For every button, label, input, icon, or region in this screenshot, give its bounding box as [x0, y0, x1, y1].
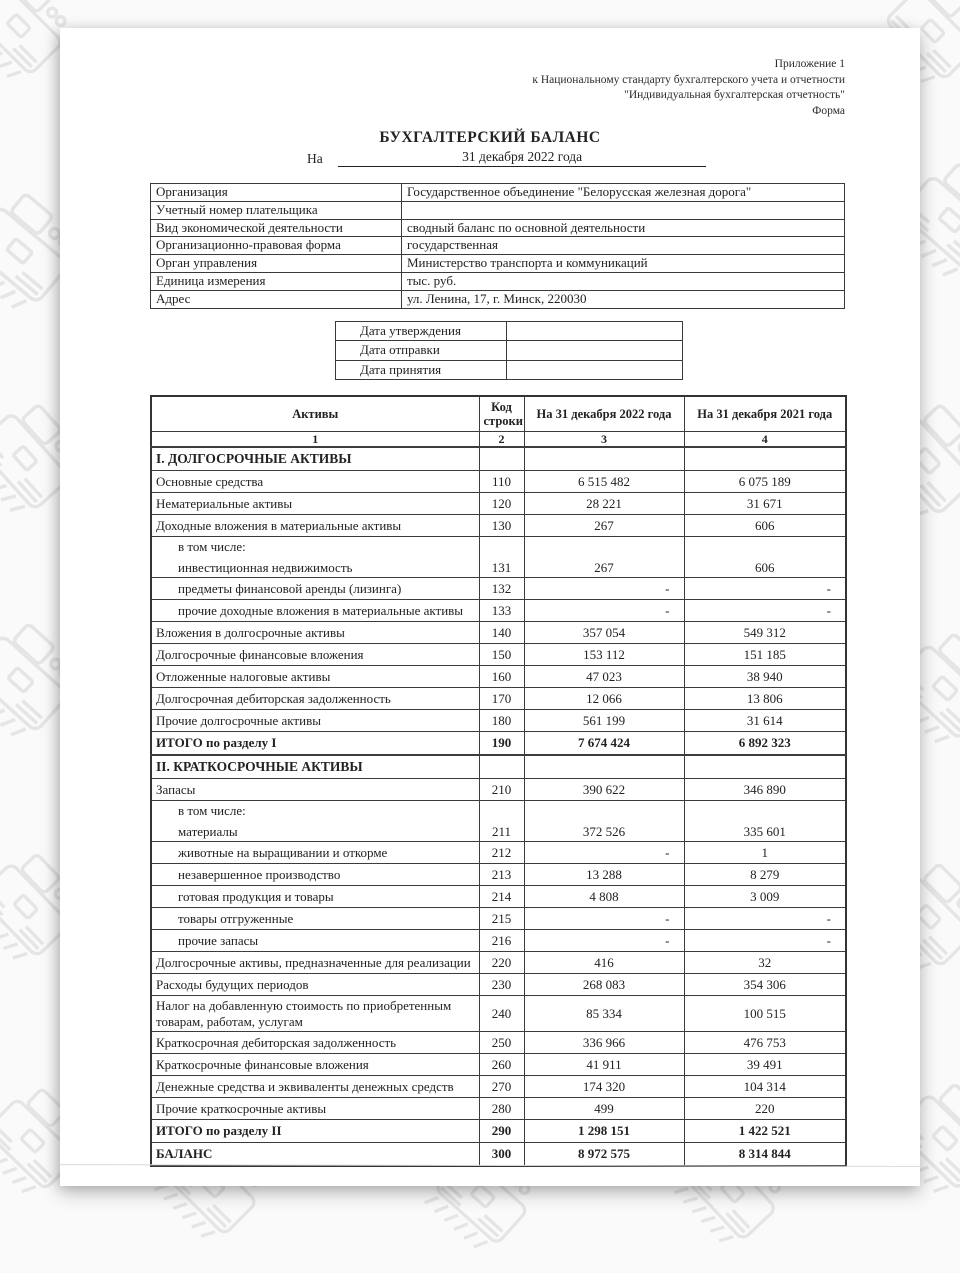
- value-2021: 31 671: [684, 493, 846, 515]
- info-value: тыс. руб.: [402, 272, 845, 290]
- section-label: II. КРАТКОСРОЧНЫЕ АКТИВЫ: [151, 755, 479, 779]
- appendix-line: Приложение 1: [774, 58, 845, 70]
- row-label: Налог на добавленную стоимость по приобретенным товарам, работам, услугам: [151, 996, 479, 1032]
- value-2021: 8 279: [684, 864, 846, 886]
- row-label: Краткосрочные финансовые вложения: [151, 1054, 479, 1076]
- row-label: животные на выращивании и откорме: [151, 842, 479, 864]
- table-row: [151, 779, 846, 801]
- date-label: Дата принятия: [336, 360, 507, 380]
- value-2022: -: [524, 930, 684, 952]
- total-row: [151, 732, 846, 756]
- value-2021: 354 306: [684, 974, 846, 996]
- row-label: БАЛАНС: [151, 1143, 479, 1167]
- row-code: 213: [479, 864, 524, 886]
- info-row: [151, 201, 845, 219]
- value-2022: 13 288: [524, 864, 684, 886]
- row-label: Долгосрочные активы, предназначенные для реализации: [151, 952, 479, 974]
- table-row: [151, 908, 846, 930]
- row-code: 133: [479, 600, 524, 622]
- table-row: [151, 600, 846, 622]
- value-2021: 220: [684, 1098, 846, 1120]
- table-row: [151, 622, 846, 644]
- row-code: 180: [479, 710, 524, 732]
- value-2021: 151 185: [684, 644, 846, 666]
- value-2022: 1 298 151: [524, 1120, 684, 1143]
- table-row: [151, 1032, 846, 1054]
- value-2021: 1: [684, 842, 846, 864]
- row-label: прочие запасы: [151, 930, 479, 952]
- row-code: [479, 755, 524, 779]
- date-value: [507, 321, 683, 341]
- value-2021: 32: [684, 952, 846, 974]
- document-page: [60, 28, 920, 1186]
- date-row: [336, 360, 683, 380]
- column-header-code: Код строки: [479, 396, 524, 432]
- row-code: 212: [479, 842, 524, 864]
- value-2022: -: [524, 600, 684, 622]
- row-label: Основные средства: [151, 471, 479, 493]
- value-2022: 153 112: [524, 644, 684, 666]
- row-label-text: инвестиционная недвижимость: [178, 559, 353, 575]
- row-code: 211: [479, 801, 524, 842]
- info-value: Министерство транспорта и коммуникаций: [402, 255, 845, 273]
- row-label: предметы финансовой аренды (лизинга): [151, 578, 479, 600]
- section-label: I. ДОЛГОСРОЧНЫЕ АКТИВЫ: [151, 447, 479, 471]
- value-2022: 8 972 575: [524, 1143, 684, 1167]
- row-code: 300: [479, 1143, 524, 1167]
- row-code: 160: [479, 666, 524, 688]
- row-label: Доходные вложения в материальные активы: [151, 515, 479, 537]
- info-row: [151, 255, 845, 273]
- row-code: 270: [479, 1076, 524, 1098]
- value-2021: [684, 447, 846, 471]
- table-row: [151, 930, 846, 952]
- value-2022: 4 808: [524, 886, 684, 908]
- value-2022: 7 674 424: [524, 732, 684, 756]
- row-code: 132: [479, 578, 524, 600]
- row-code: 216: [479, 930, 524, 952]
- row-code: 130: [479, 515, 524, 537]
- row-label: Прочие долгосрочные активы: [151, 710, 479, 732]
- column-header-2021: На 31 декабря 2021 года: [684, 396, 846, 432]
- table-row: [151, 537, 846, 578]
- value-2022: 41 911: [524, 1054, 684, 1076]
- row-code: 150: [479, 644, 524, 666]
- row-code: 260: [479, 1054, 524, 1076]
- row-label-text: материалы: [178, 823, 238, 839]
- appendix-line: Форма: [812, 104, 845, 117]
- info-row: [151, 290, 845, 308]
- appendix-line: "Индивидуальная бухгалтерская отчетность": [624, 89, 845, 101]
- table-row: [151, 1076, 846, 1098]
- value-2022: -: [524, 908, 684, 930]
- table-row: [151, 578, 846, 600]
- table-row: [151, 1098, 846, 1120]
- value-2021: -: [684, 908, 846, 930]
- info-label: Организационно-правовая форма: [151, 237, 402, 255]
- info-label: Орган управления: [151, 255, 402, 273]
- table-row: [151, 952, 846, 974]
- value-2022: 561 199: [524, 710, 684, 732]
- row-code: 220: [479, 952, 524, 974]
- value-2021: 1 422 521: [684, 1120, 846, 1143]
- date-row: [336, 341, 683, 361]
- row-label: ИТОГО по разделу I: [151, 732, 479, 756]
- info-row: [151, 184, 845, 202]
- value-2021: 346 890: [684, 779, 846, 801]
- value-2022: 390 622: [524, 779, 684, 801]
- value-2022: 6 515 482: [524, 471, 684, 493]
- report-date-value: 31 декабря 2022 года: [338, 149, 706, 167]
- row-code: 230: [479, 974, 524, 996]
- table-row: [151, 996, 846, 1032]
- row-sublabel-prefix: в том числе:: [178, 803, 246, 819]
- row-code: 240: [479, 996, 524, 1032]
- table-row: [151, 886, 846, 908]
- value-2021: 8 314 844: [684, 1143, 846, 1167]
- value-2022: [524, 755, 684, 779]
- value-2021: -: [684, 930, 846, 952]
- row-code: 210: [479, 779, 524, 801]
- date-prefix-label: На: [307, 151, 323, 166]
- table-row: [151, 688, 846, 710]
- table-row: [151, 1054, 846, 1076]
- info-label: Вид экономической деятельности: [151, 219, 402, 237]
- column-header-assets: Активы: [151, 396, 479, 432]
- row-label: Прочие краткосрочные активы: [151, 1098, 479, 1120]
- info-value: Государственное объединение "Белорусская железная дорога": [402, 184, 845, 202]
- value-2022: [524, 447, 684, 471]
- section-row: [151, 755, 846, 779]
- table-row: [151, 644, 846, 666]
- value-2022: 28 221: [524, 493, 684, 515]
- date-value: [507, 341, 683, 361]
- row-sublabel-prefix: в том числе:: [178, 539, 246, 555]
- value-2021: -: [684, 600, 846, 622]
- value-2022: 267: [524, 537, 684, 578]
- total-row: [151, 1120, 846, 1143]
- value-2022: 267: [524, 515, 684, 537]
- value-2021: 6 892 323: [684, 732, 846, 756]
- info-value: сводный баланс по основной деятельности: [402, 219, 845, 237]
- value-2022: 357 054: [524, 622, 684, 644]
- row-label: незавершенное производство: [151, 864, 479, 886]
- row-code: 131: [479, 537, 524, 578]
- column-number: 2: [479, 432, 524, 448]
- value-2022: 336 966: [524, 1032, 684, 1054]
- info-label: Адрес: [151, 290, 402, 308]
- row-label: [151, 537, 479, 578]
- row-label: Долгосрочная дебиторская задолженность: [151, 688, 479, 710]
- appendix-line: к Национальному стандарту бухгалтерского учета и отчетности: [532, 73, 845, 86]
- row-code: 290: [479, 1120, 524, 1143]
- row-label: Вложения в долгосрочные активы: [151, 622, 479, 644]
- value-2021: 39 491: [684, 1054, 846, 1076]
- date-value: [507, 360, 683, 380]
- value-2022: 174 320: [524, 1076, 684, 1098]
- value-2022: 372 526: [524, 801, 684, 842]
- table-row: [151, 493, 846, 515]
- value-2022: -: [524, 842, 684, 864]
- info-row: [151, 219, 845, 237]
- dates-table: [335, 321, 683, 381]
- column-number: 3: [524, 432, 684, 448]
- value-2021: 606: [684, 515, 846, 537]
- column-number: 4: [684, 432, 846, 448]
- value-2021: 31 614: [684, 710, 846, 732]
- value-2022: 12 066: [524, 688, 684, 710]
- value-2021: 335 601: [684, 801, 846, 842]
- page-title: БУХГАЛТЕРСКИЙ БАЛАНС: [379, 129, 601, 146]
- value-2022: 416: [524, 952, 684, 974]
- balance-sheet-table: [150, 395, 847, 1167]
- value-2021: 104 314: [684, 1076, 846, 1098]
- table-row: [151, 864, 846, 886]
- row-code: 120: [479, 493, 524, 515]
- value-2021: 38 940: [684, 666, 846, 688]
- table-row: [151, 471, 846, 493]
- row-label: Нематериальные активы: [151, 493, 479, 515]
- table-row: [151, 515, 846, 537]
- date-label: Дата отправки: [336, 341, 507, 361]
- row-label: ИТОГО по разделу II: [151, 1120, 479, 1143]
- info-row: [151, 237, 845, 255]
- row-code: 214: [479, 886, 524, 908]
- value-2021: [684, 755, 846, 779]
- row-code: 140: [479, 622, 524, 644]
- row-code: 170: [479, 688, 524, 710]
- info-row: [151, 272, 845, 290]
- row-label: прочие доходные вложения в материальные активы: [151, 600, 479, 622]
- value-2022: 268 083: [524, 974, 684, 996]
- table-row: [151, 801, 846, 842]
- row-label: Краткосрочная дебиторская задолженность: [151, 1032, 479, 1054]
- row-label: Расходы будущих периодов: [151, 974, 479, 996]
- info-value: ул. Ленина, 17, г. Минск, 220030: [402, 290, 845, 308]
- column-header-2022: На 31 декабря 2022 года: [524, 396, 684, 432]
- value-2021: 6 075 189: [684, 471, 846, 493]
- value-2021: -: [684, 578, 846, 600]
- row-label: Долгосрочные финансовые вложения: [151, 644, 479, 666]
- date-label: Дата утверждения: [336, 321, 507, 341]
- table-row: [151, 974, 846, 996]
- info-value: государственная: [402, 237, 845, 255]
- column-number-row: [151, 432, 846, 448]
- row-label: Денежные средства и эквиваленты денежных средств: [151, 1076, 479, 1098]
- value-2021: 549 312: [684, 622, 846, 644]
- info-value: [402, 201, 845, 219]
- info-label: Организация: [151, 184, 402, 202]
- value-2022: -: [524, 578, 684, 600]
- row-code: 190: [479, 732, 524, 756]
- organization-info-table: [150, 183, 845, 309]
- report-date-line: [60, 149, 920, 171]
- row-label: Отложенные налоговые активы: [151, 666, 479, 688]
- value-2021: 3 009: [684, 886, 846, 908]
- info-label: Учетный номер плательщика: [151, 201, 402, 219]
- header-row: [151, 396, 846, 432]
- value-2022: 47 023: [524, 666, 684, 688]
- value-2022: 499: [524, 1098, 684, 1120]
- table-row: [151, 666, 846, 688]
- row-label: Запасы: [151, 779, 479, 801]
- info-label: Единица измерения: [151, 272, 402, 290]
- column-number: 1: [151, 432, 479, 448]
- value-2022: 85 334: [524, 996, 684, 1032]
- row-code: 110: [479, 471, 524, 493]
- table-row: [151, 710, 846, 732]
- row-code: [479, 447, 524, 471]
- value-2021: 606: [684, 537, 846, 578]
- value-2021: 476 753: [684, 1032, 846, 1054]
- section-row: [151, 447, 846, 471]
- row-code: 215: [479, 908, 524, 930]
- row-label: товары отгруженные: [151, 908, 479, 930]
- row-label: готовая продукция и товары: [151, 886, 479, 908]
- row-code: 250: [479, 1032, 524, 1054]
- value-2021: 13 806: [684, 688, 846, 710]
- total-row: [151, 1143, 846, 1167]
- appendix-header: [60, 57, 845, 119]
- table-row: [151, 842, 846, 864]
- value-2021: 100 515: [684, 996, 846, 1032]
- date-row: [336, 321, 683, 341]
- row-code: 280: [479, 1098, 524, 1120]
- row-label: [151, 801, 479, 842]
